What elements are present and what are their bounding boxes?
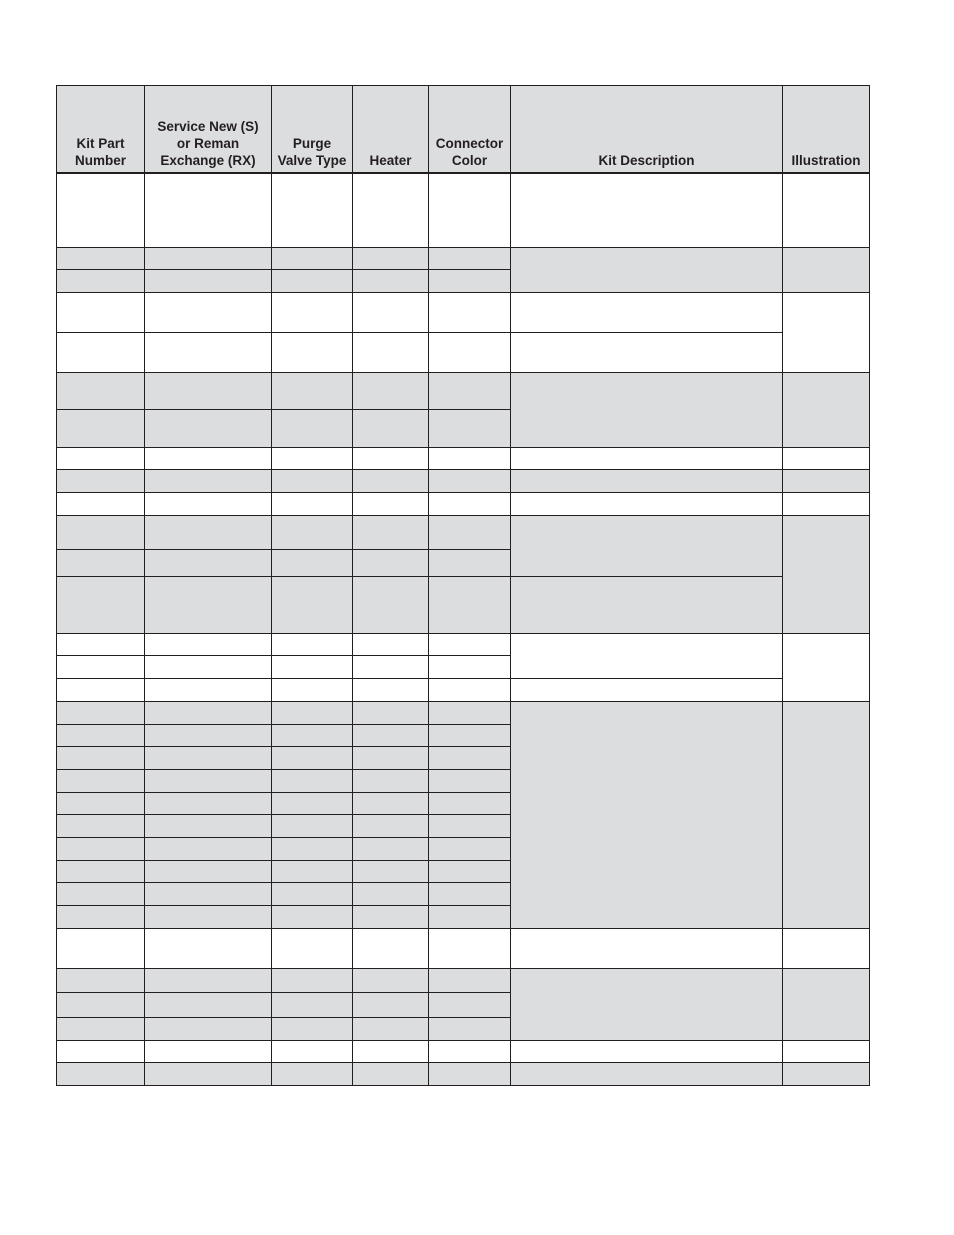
table-cell (353, 634, 429, 656)
table-cell (783, 1063, 870, 1086)
table-row (57, 373, 870, 410)
table-cell (272, 993, 353, 1018)
table-cell (353, 679, 429, 702)
table-cell (57, 656, 145, 679)
table-cell (353, 747, 429, 770)
table-cell (783, 493, 870, 516)
table-row (57, 493, 870, 516)
table-cell (429, 702, 511, 725)
table-cell (429, 516, 511, 550)
table-cell (57, 1063, 145, 1086)
table-cell (145, 248, 272, 270)
table-cell (353, 270, 429, 293)
table-cell (272, 906, 353, 929)
table-cell (511, 1041, 783, 1063)
table-cell (783, 929, 870, 969)
table-cell (272, 293, 353, 333)
table-cell (57, 333, 145, 373)
header-heater: Heater (353, 86, 429, 173)
table-row (57, 516, 870, 550)
table-cell (511, 969, 783, 1041)
table-cell (145, 550, 272, 577)
table-row (57, 248, 870, 270)
table-cell (57, 793, 145, 815)
table-row (57, 448, 870, 470)
table-cell (272, 410, 353, 448)
table-cell (429, 883, 511, 906)
table-cell (145, 410, 272, 448)
table-cell (353, 1018, 429, 1041)
table-cell (353, 725, 429, 747)
table-cell (57, 634, 145, 656)
table-cell (57, 173, 145, 248)
table-cell (783, 248, 870, 293)
table-cell (272, 793, 353, 815)
table-cell (145, 173, 272, 248)
table-cell (353, 373, 429, 410)
table-cell (57, 516, 145, 550)
header-service-new-or-reman: Service New (S) or Reman Exchange (RX) (145, 86, 272, 173)
table-cell (429, 248, 511, 270)
kit-table (56, 85, 870, 1086)
table-cell (57, 448, 145, 470)
table-cell (783, 173, 870, 248)
table-cell (429, 410, 511, 448)
table-cell (511, 679, 783, 702)
table-cell (429, 448, 511, 470)
table-cell (353, 333, 429, 373)
table-cell (145, 770, 272, 793)
table-cell (145, 493, 272, 516)
table-cell (429, 838, 511, 861)
table-cell (272, 448, 353, 470)
table-cell (272, 861, 353, 883)
table-cell (511, 333, 783, 373)
table-cell (145, 929, 272, 969)
table-cell (353, 838, 429, 861)
table-cell (511, 293, 783, 333)
table-cell (429, 815, 511, 838)
table-row (57, 333, 870, 373)
table-cell (429, 634, 511, 656)
table-cell (272, 248, 353, 270)
table-cell (353, 493, 429, 516)
table-cell (353, 793, 429, 815)
table-row (57, 173, 870, 248)
table-cell (429, 1063, 511, 1086)
table-cell (145, 679, 272, 702)
table-cell (429, 679, 511, 702)
table-cell (783, 1041, 870, 1063)
table-cell (272, 770, 353, 793)
table-cell (145, 793, 272, 815)
header-kit-part-number: Kit Part Number (57, 86, 145, 173)
table-cell (353, 173, 429, 248)
table-row (57, 702, 870, 725)
table-cell (145, 725, 272, 747)
table-cell (272, 815, 353, 838)
table-cell (145, 1018, 272, 1041)
header-row (57, 86, 870, 173)
table-cell (353, 293, 429, 333)
table-cell (511, 929, 783, 969)
table-cell (511, 702, 783, 929)
header-purge-valve-type: Purge Valve Type (272, 86, 353, 173)
table-row (57, 470, 870, 493)
table-cell (57, 906, 145, 929)
table-cell (272, 1063, 353, 1086)
table-cell (57, 725, 145, 747)
table-cell (429, 656, 511, 679)
table-cell (272, 1041, 353, 1063)
table-cell (145, 815, 272, 838)
table-cell (783, 516, 870, 634)
table-cell (353, 906, 429, 929)
table-cell (429, 550, 511, 577)
table-cell (57, 270, 145, 293)
table-cell (353, 969, 429, 993)
table-cell (783, 634, 870, 702)
table-cell (57, 373, 145, 410)
table-cell (511, 634, 783, 679)
table-cell (353, 993, 429, 1018)
table-cell (429, 770, 511, 793)
table-cell (429, 993, 511, 1018)
table-cell (145, 270, 272, 293)
table-cell (353, 770, 429, 793)
table-cell (57, 410, 145, 448)
table-cell (429, 493, 511, 516)
table-cell (511, 248, 783, 293)
table-cell (429, 906, 511, 929)
table-cell (783, 448, 870, 470)
table-cell (145, 373, 272, 410)
table-cell (57, 861, 145, 883)
table-cell (272, 333, 353, 373)
table-cell (783, 373, 870, 448)
table-cell (272, 929, 353, 969)
table-cell (57, 577, 145, 634)
table-row (57, 929, 870, 969)
table-cell (272, 679, 353, 702)
table-cell (57, 969, 145, 993)
table-cell (511, 470, 783, 493)
table-cell (57, 679, 145, 702)
table-cell (511, 516, 783, 577)
table-cell (429, 929, 511, 969)
table-cell (145, 993, 272, 1018)
table-cell (353, 861, 429, 883)
table-cell (429, 861, 511, 883)
table-cell (145, 577, 272, 634)
table-cell (429, 725, 511, 747)
table-cell (57, 702, 145, 725)
table-cell (272, 702, 353, 725)
table-cell (353, 702, 429, 725)
header-illustration: Illustration (783, 86, 870, 173)
table-cell (272, 577, 353, 634)
table-cell (429, 1018, 511, 1041)
table-cell (57, 929, 145, 969)
table-cell (511, 1063, 783, 1086)
table-cell (353, 1063, 429, 1086)
table-cell (783, 470, 870, 493)
table-cell (783, 969, 870, 1041)
header-connector-color: Connector Color (429, 86, 511, 173)
table-cell (511, 173, 783, 248)
table-cell (272, 656, 353, 679)
table-cell (353, 410, 429, 448)
table-cell (57, 493, 145, 516)
table-cell (353, 929, 429, 969)
table-row (57, 577, 870, 634)
table-cell (353, 470, 429, 493)
table-cell (272, 373, 353, 410)
table-cell (353, 550, 429, 577)
table-cell (429, 470, 511, 493)
table-cell (783, 293, 870, 373)
table-row (57, 293, 870, 333)
table-row (57, 634, 870, 656)
table-cell (353, 815, 429, 838)
table-cell (272, 747, 353, 770)
table-row (57, 969, 870, 993)
table-cell (353, 883, 429, 906)
table-cell (511, 448, 783, 470)
table-cell (57, 747, 145, 770)
table-cell (145, 969, 272, 993)
table-cell (272, 969, 353, 993)
table-row (57, 1063, 870, 1086)
table-cell (272, 493, 353, 516)
table-cell (511, 373, 783, 448)
table-cell (57, 883, 145, 906)
table-cell (353, 516, 429, 550)
table-cell (272, 516, 353, 550)
table-cell (145, 883, 272, 906)
table-cell (429, 577, 511, 634)
table-cell (429, 173, 511, 248)
table-cell (429, 747, 511, 770)
table-cell (145, 861, 272, 883)
table-cell (429, 969, 511, 993)
table-cell (145, 838, 272, 861)
header-kit-description: Kit Description (511, 86, 783, 173)
table-cell (145, 293, 272, 333)
table-cell (429, 373, 511, 410)
table-cell (57, 993, 145, 1018)
table-cell (57, 550, 145, 577)
table-cell (272, 634, 353, 656)
table-cell (145, 1041, 272, 1063)
table-cell (57, 815, 145, 838)
table-cell (353, 656, 429, 679)
table-cell (429, 333, 511, 373)
table-cell (272, 1018, 353, 1041)
table-cell (429, 1041, 511, 1063)
table-cell (272, 725, 353, 747)
table-cell (429, 793, 511, 815)
table-row (57, 1041, 870, 1063)
table-cell (57, 1018, 145, 1041)
table-cell (272, 470, 353, 493)
table-cell (353, 1041, 429, 1063)
table-cell (272, 550, 353, 577)
table-cell (429, 270, 511, 293)
table-cell (272, 173, 353, 248)
table-cell (511, 577, 783, 634)
table-cell (783, 702, 870, 929)
table-cell (145, 702, 272, 725)
table-cell (145, 448, 272, 470)
table-cell (429, 293, 511, 333)
table-cell (57, 838, 145, 861)
table-cell (57, 770, 145, 793)
table-cell (145, 470, 272, 493)
table-cell (145, 1063, 272, 1086)
table-cell (353, 577, 429, 634)
table-cell (272, 838, 353, 861)
table-cell (511, 493, 783, 516)
table-cell (145, 747, 272, 770)
table-cell (353, 448, 429, 470)
table-cell (145, 656, 272, 679)
table-cell (145, 516, 272, 550)
table-cell (57, 470, 145, 493)
table-cell (145, 333, 272, 373)
table-cell (145, 634, 272, 656)
table-cell (272, 270, 353, 293)
table-cell (353, 248, 429, 270)
table-cell (145, 906, 272, 929)
table-row (57, 679, 870, 702)
table-cell (57, 293, 145, 333)
table-cell (57, 1041, 145, 1063)
table-cell (57, 248, 145, 270)
table-cell (272, 883, 353, 906)
